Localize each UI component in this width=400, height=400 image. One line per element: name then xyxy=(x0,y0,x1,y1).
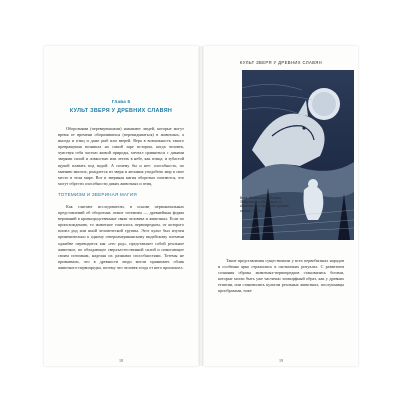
right-page xyxy=(204,46,358,366)
book-gutter xyxy=(199,46,203,366)
chapter-label: Глава 5 xyxy=(111,99,131,104)
left-page xyxy=(44,46,198,366)
page-number-left: 18 xyxy=(119,358,123,363)
paragraph-text: Как считают исследователи, в основе первоначальных представлений об оборотнях лежит тотемизм — древнейшая форма верований в кровнородственные связи человека и животных. Если по происхождению, то животное считалось первопредком, от которого пошел род или иной человеческой группы. Этот культ был изучен применительно к одному североамериканскому индейскому племени оджибве переводится как «его род», представляет собой реальное животное, по обладающее сверхъестественной силой и помогающее своим потомкам, наделяя их разными способностями. Тотемы не признавали, что в древности люди могли принимать облик животного-первопредка, потому что человек тогда от него произошел. xyxy=(58,204,184,270)
body-paragraph-1 xyxy=(58,126,184,187)
paragraph-text: Оборотнями (перевертышами) называют людей, которые могут время от времени оборачиваться (перекидываться) в животных, а иногда и птиц и даже рыб или зверей. Вера в возможность такого превращения возникла на самой заре истории, когда человек, чувствуя себя частью живой природы, мечтал сравниться с дикими зверями силой и ловкостью или летать в небе, как птица, и зубастой щукой плавать под водой. А почему бы и нет: способность, по мнению многих, рождается из зверя и желания уподобить мир в свое место в этом мире. Вот и звериная магия оборотни считаются, что могут обрести способности диких животных и птиц. xyxy=(58,126,184,186)
illustration-caption: Волк. Иллюстрация Бориса Забирохина к сборнику А. Н. Афанасьева «Народные русские сказки», 2008 г. xyxy=(240,196,289,213)
wolf-illustration xyxy=(242,70,354,240)
body-paragraph-right xyxy=(218,258,344,295)
chapter-title: КУЛЬТ ЗВЕРЯ У ДРЕВНИХ СЛАВЯН xyxy=(69,108,173,114)
body-paragraph-2 xyxy=(58,204,184,271)
engraving-image xyxy=(242,70,354,240)
page-number-right: 19 xyxy=(279,358,283,363)
section-heading: ТОТЕМИЗМ И ЗВЕРИНАЯ МАГИЯ xyxy=(58,192,137,197)
paragraph-text: Такие представления существовали у всех первобытных народов и особенно ярко отражались в охотничьих ритуалах. С развитием сознания образы животных-первопредков становились богами, которые могли быть уже частично зооморфный образ, как у древних египтян, или становились культом реальных животных, послушницы прообразами, тоже xyxy=(218,258,344,294)
running-head: КУЛЬТ ЗВЕРЯ У ДРЕВНИХ СЛАВЯН xyxy=(239,60,323,65)
